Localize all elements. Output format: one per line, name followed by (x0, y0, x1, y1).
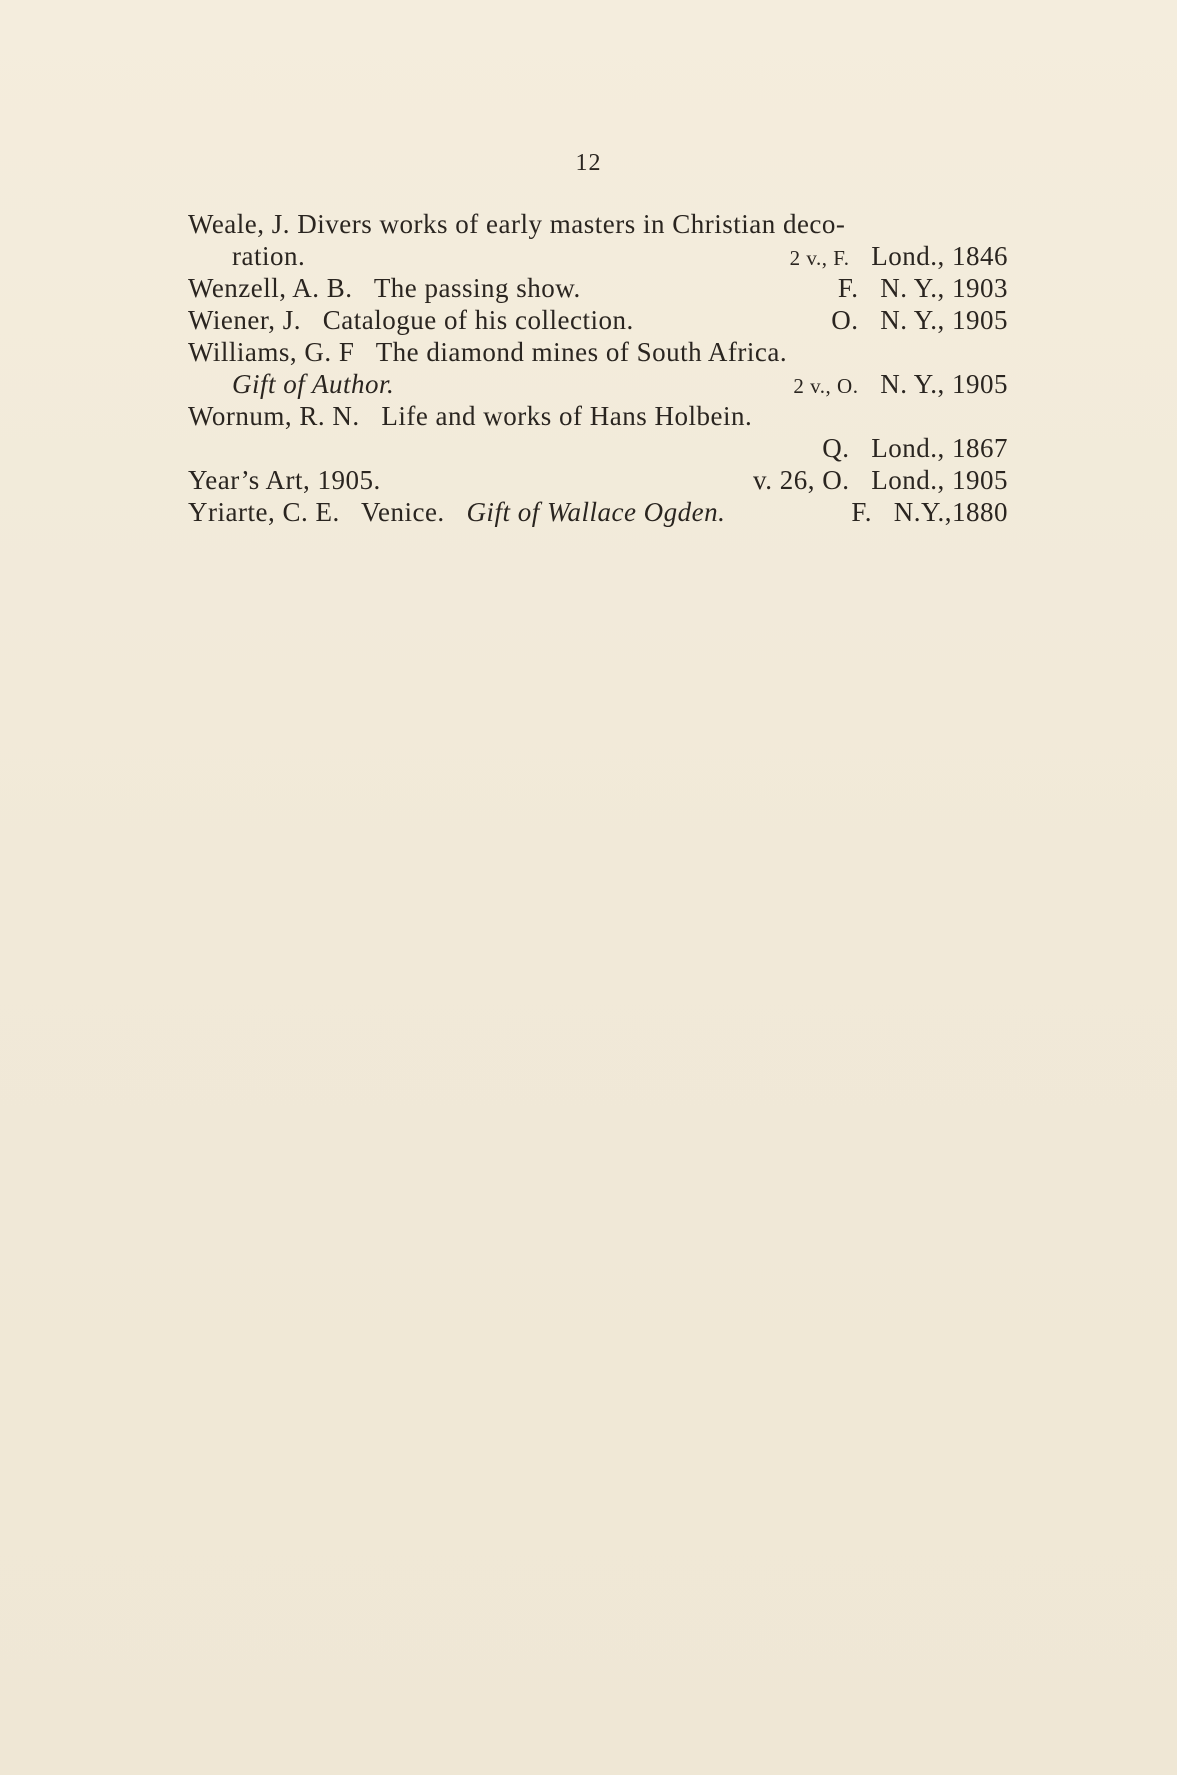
entry-title: The passing show. (373, 273, 581, 303)
entry-format: F. (837, 273, 859, 303)
entry-format: O. (831, 305, 859, 335)
entry-imprint (851, 496, 1008, 528)
entry-title: Venice. (360, 497, 445, 527)
entry-author: Wenzell, A. B. (188, 273, 353, 303)
entry-wornum (188, 400, 1008, 432)
entry-place: Lond., 1867 (871, 433, 1008, 463)
entry-wenzell (188, 272, 1008, 304)
entry-title: Catalogue of his collection. (322, 305, 634, 335)
entry-place: N. Y., 1905 (880, 305, 1008, 335)
entry-imprint (831, 304, 1008, 336)
entry-author: Weale, J. (188, 209, 291, 239)
entry-wiener (188, 304, 1008, 336)
catalogue-entries (188, 208, 1008, 528)
entry-weale (188, 208, 1008, 240)
entry-author: Williams, G. F (188, 337, 355, 367)
entry-imprint (793, 368, 1008, 402)
entry-author: Wornum, R. N. (188, 401, 360, 431)
entry-imprint (790, 240, 1008, 274)
entry-place: Lond., 1846 (871, 241, 1008, 271)
entry-weale-continuation (188, 240, 1008, 272)
entry-wornum-continuation (188, 432, 1008, 464)
entry-volume: 2 v., O. (793, 374, 859, 398)
entry-place: N.Y.,1880 (893, 497, 1008, 527)
entry-volume: 2 v., F. (789, 246, 850, 270)
entry-place: N. Y., 1903 (880, 273, 1008, 303)
entry-format: Q. (822, 433, 850, 463)
entry-format: F. (851, 497, 872, 527)
entry-author: Wiener, J. (188, 305, 302, 335)
entry-title-continuation: ration. (232, 241, 306, 271)
entry-author: Year’s Art, 1905. (188, 465, 381, 495)
entry-title: Life and works of Hans Holbein. (381, 401, 753, 431)
entry-place: Lond., 1905 (871, 465, 1008, 495)
entry-yriarte (188, 496, 1008, 528)
entry-imprint (753, 464, 1008, 496)
entry-williams (188, 336, 1008, 368)
entry-williams-continuation (188, 368, 1008, 400)
entry-gift-note: Gift of Author. (232, 369, 395, 399)
entry-title: The diamond mines of South Africa. (375, 337, 788, 367)
entry-volume: v. 26, O. (753, 465, 850, 495)
entry-imprint (838, 272, 1008, 304)
entry-author: Yriarte, C. E. (188, 497, 340, 527)
entry-imprint (822, 432, 1008, 464)
entry-place: N. Y., 1905 (880, 369, 1008, 399)
entry-gift-note: Gift of Wallace Ogden. (466, 497, 726, 527)
page-number: 12 (575, 150, 602, 176)
entry-title: Divers works of early masters in Christian deco- (297, 209, 846, 239)
entry-years-art (188, 464, 1008, 496)
